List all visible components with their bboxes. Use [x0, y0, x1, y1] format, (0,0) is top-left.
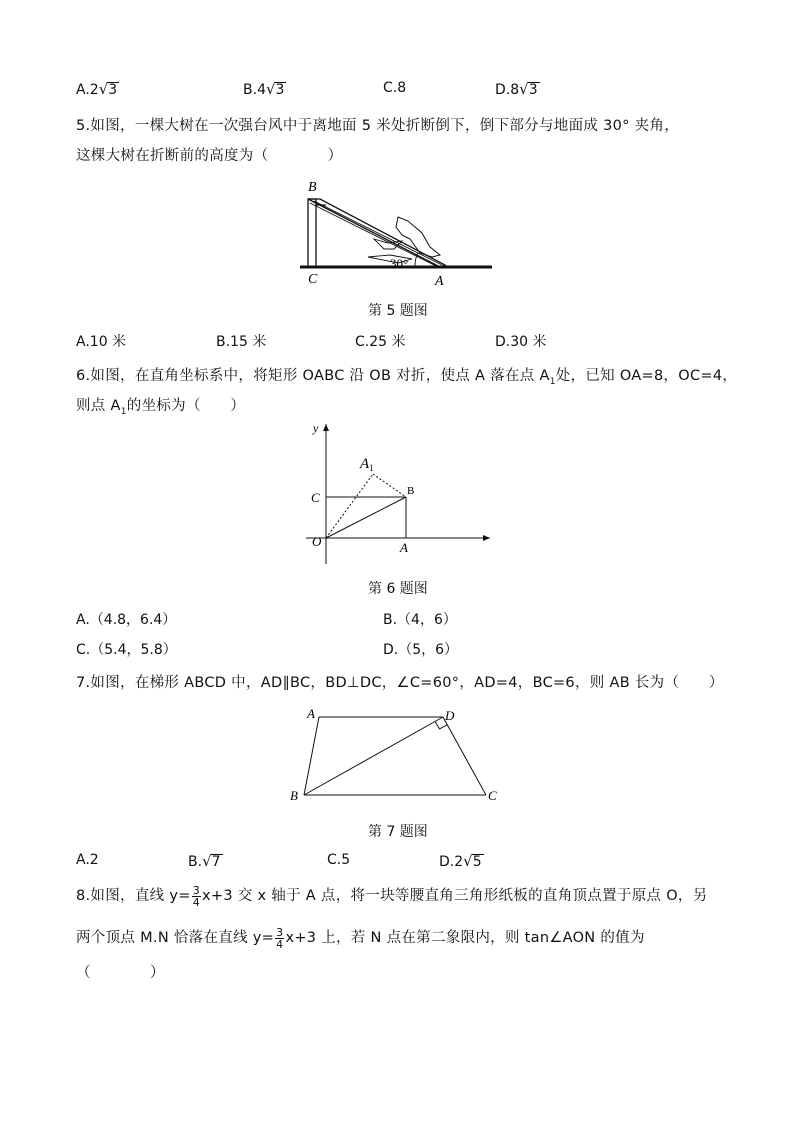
q5-caption: 第 5 题图 [368, 303, 428, 319]
option-coef: 2 [454, 854, 464, 870]
q7-option-d [439, 852, 484, 870]
fraction-numerator: 3 [276, 925, 284, 939]
option-letter: B. [243, 82, 258, 98]
q7-stem-line1: 7.如图，在梯形 ABCD 中，AD∥BC，BD⊥DC，∠C=60°，AD=4，BC=6，则 AB 长为（ ） [76, 675, 724, 691]
q7-option-b [188, 852, 223, 870]
label-c: C [311, 490, 320, 505]
label-b: B [290, 788, 298, 803]
radicand: 5 [472, 854, 482, 870]
option-coef: 2 [89, 82, 99, 98]
option-letter: C. [383, 80, 398, 96]
option-coef: 8 [510, 82, 520, 98]
q5-option-b: B.15 米 [216, 334, 267, 350]
label-a: A [435, 274, 444, 289]
label-angle: 30° [390, 256, 409, 271]
label-d: D [445, 708, 455, 723]
q7-option-a [76, 852, 99, 868]
q5-stem-line2: 这棵大树在折断前的高度为（ ） [76, 148, 343, 164]
subscript: 1 [549, 376, 556, 387]
radical-sign: √ [202, 852, 212, 870]
q7-option-c [327, 852, 350, 868]
fallen-trunk [308, 199, 445, 267]
q4-option-c [383, 80, 406, 96]
radicand: 3 [275, 82, 285, 98]
option-letter: A. [76, 852, 90, 868]
label-y: y [313, 421, 319, 435]
q6-stem-line2 [76, 394, 245, 417]
q5-stem-line1: 5.如图，一棵大树在一次强台风中于离地面 5 米处折断倒下，倒下部分与地面成 30° 夹角， [76, 118, 679, 134]
q8-stem-line1 [76, 884, 708, 908]
label-c: C [308, 272, 318, 287]
stem-text: x+3 上，若 N 点在第二象限内，则 tan∠AON 的值为 [285, 930, 645, 946]
label-a: A [400, 540, 408, 555]
radical-sign: √ [519, 80, 529, 98]
segment-ob [326, 497, 406, 538]
stem-text: 两个顶点 M.N 恰落在直线 y= [76, 930, 275, 946]
radicand: 7 [211, 854, 221, 870]
q5-figure [290, 175, 500, 290]
q6-stem-line1 [76, 364, 737, 387]
segment-ab [304, 717, 319, 795]
stem-text: 的坐标为（ ） [126, 398, 246, 414]
label-a1: $A_1$ [360, 456, 374, 473]
segment-a1b [373, 474, 406, 497]
option-text: 5 [341, 852, 351, 868]
option-text: 2 [89, 852, 99, 868]
q4-option-b [243, 80, 286, 98]
q7-caption: 第 7 题图 [368, 824, 428, 840]
q6-option-a: A.（4.8，6.4） [76, 612, 177, 628]
radical-sign: √ [463, 852, 473, 870]
stem-text: 处，已知 OA=8，OC=4， [555, 368, 738, 384]
stem-text: 则点 A [76, 398, 121, 414]
option-letter: D. [495, 82, 511, 98]
q5-option-a: A.10 米 [76, 334, 127, 350]
label-c: C [488, 788, 497, 803]
radicand: 3 [108, 82, 118, 98]
label-o: O [312, 534, 322, 549]
stem-text: 6.如图，在直角坐标系中，将矩形 OABC 沿 OB 对折，使点 A 落在点 A [76, 368, 550, 384]
q7-figure [285, 700, 505, 810]
q6-figure [300, 418, 500, 570]
subscript: 1 [120, 406, 127, 417]
fraction [192, 885, 201, 908]
option-text: 8 [397, 80, 407, 96]
stem-text: 8.如图，直线 y= [76, 888, 191, 904]
option-letter: A. [76, 82, 90, 98]
foliage [396, 217, 440, 257]
q6-option-b: B.（4，6） [383, 612, 457, 628]
stem-text: x+3 交 x 轴于 A 点，将一块等腰直角三角形纸板的直角顶点置于原点 O，另 [202, 888, 708, 904]
q8-stem-line3: （ ） [76, 965, 165, 981]
option-coef: 4 [257, 82, 266, 98]
label-a: A [307, 706, 315, 721]
q6-option-c: C.（5.4，5.8） [76, 642, 177, 658]
q5-option-d: D.30 米 [495, 334, 547, 350]
q4-option-d [495, 80, 540, 98]
label-b: B [308, 180, 317, 195]
fraction-numerator: 3 [192, 883, 200, 897]
q5-option-c: C.25 米 [355, 334, 406, 350]
segment-dc [443, 717, 486, 795]
q8-stem-line2 [76, 926, 645, 950]
fraction [275, 927, 284, 950]
q4-option-a [76, 80, 119, 98]
tree-trunk [308, 199, 316, 267]
label-b: B [407, 485, 415, 497]
segment-oa1 [326, 474, 373, 538]
option-letter: D. [439, 854, 455, 870]
radical-sign: √ [265, 80, 276, 98]
fraction-denominator: 4 [276, 937, 284, 951]
radicand: 3 [528, 82, 538, 98]
fraction-denominator: 4 [192, 895, 200, 909]
radical-sign: √ [98, 80, 109, 98]
q6-caption: 第 6 题图 [368, 581, 428, 597]
q6-option-d: D.（5，6） [383, 642, 459, 658]
option-letter: C. [327, 852, 342, 868]
option-letter: B. [188, 854, 203, 870]
segment-bd [304, 717, 443, 795]
